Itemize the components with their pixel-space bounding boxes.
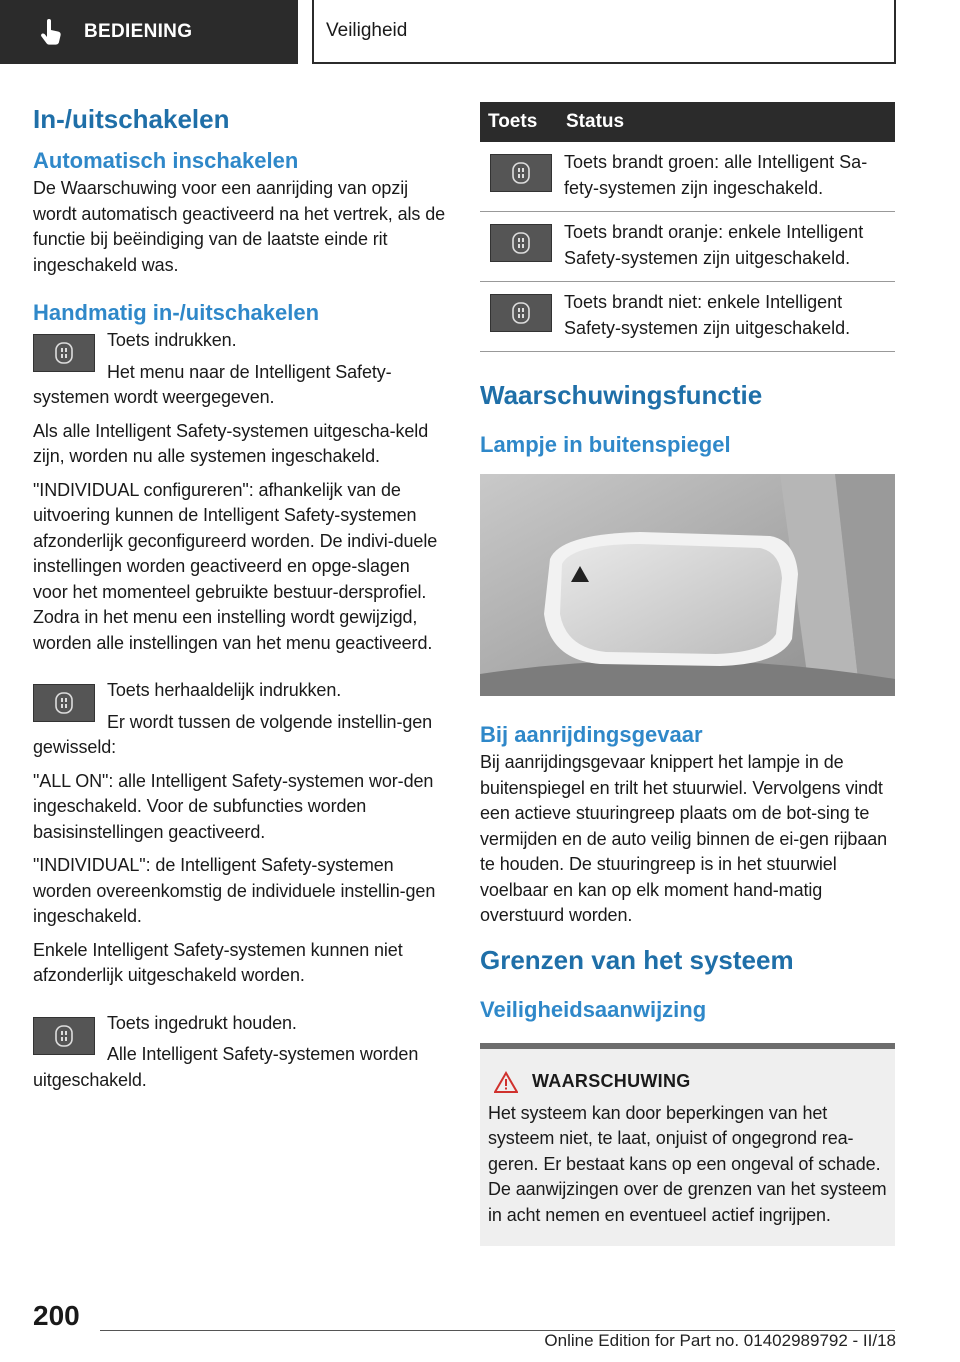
status-cell: Toets brandt oranje: enkele Intelligent Safety-systemen zijn uitgeschakeld. — [558, 212, 895, 282]
intelligent-safety-button-icon — [490, 224, 552, 262]
intelligent-safety-button-icon — [33, 1017, 95, 1055]
heading-collision-danger: Bij aanrijdingsgevaar — [480, 722, 703, 747]
intelligent-safety-button-icon — [33, 334, 95, 372]
auto-on-text: De Waarschuwing voor een aanrijding van opzij wordt automatisch geactiveerd na het vertrek, als de functie bij beëindiging van de laatste einde rit ingeschakeld was. — [33, 178, 446, 275]
heading-auto-on: Automatisch inschakelen — [33, 148, 299, 173]
column-header-key: Toets — [480, 102, 558, 142]
step3-instruction: Toets ingedrukt houden. — [107, 1012, 297, 1033]
warning-text: Het systeem kan door beperkingen van het systeem niet, te laat, onjuist of ongegrond rea-geren. Er bestaat kans op een ongeval of schade. De aanwijzingen over de grenzen van het systeem in acht nemen en eventueel actief ingrijpen. — [488, 1102, 887, 1225]
page-header — [0, 0, 960, 66]
status-cell: Toets brandt groen: alle Intelligent Sa-fety-systemen zijn ingeschakeld. — [558, 142, 895, 212]
paragraph-all-on: "ALL ON": alle Intelligent Safety-systemen wor-den ingeschakeld. Voor de subfuncties worden basisinstellingen geactiveerd. — [33, 770, 434, 842]
chapter-label: BEDIENING — [84, 21, 193, 42]
column-header-status: Status — [558, 102, 895, 142]
intelligent-safety-button-icon — [490, 294, 552, 332]
paragraph-individual-configure: "INDIVIDUAL configureren": afhankelijk van de uitvoering kunnen de Intelligent Safety-systemen afzonderlijk geconfigureerd worden. De indivi-duele instellingen worden geactiveerd en opge-slagen voor het momenteel gebruikte bestuur-dersprofiel. Zodra in het menu een instelling wordt gewijzigd, worden alle instellingen van het menu geactiveerd. — [33, 479, 438, 653]
side-mirror-photo — [480, 474, 895, 696]
step2-instruction: Toets herhaaldelijk indrukken. — [107, 680, 342, 700]
step2-result: Er wordt tussen de volgende instellin-gen gewisseld: — [33, 711, 433, 757]
warning-triangle-icon — [494, 1071, 518, 1093]
paragraph-individual: "INDIVIDUAL": de Intelligent Safety-systemen worden overeenkomstig de individuele instellin-gen ingeschakeld. — [33, 855, 436, 926]
right-column — [480, 102, 895, 1246]
paragraph-not-separately: Enkele Intelligent Safety-systemen kunnen niet afzonderlijk uitgeschakeld worden. — [33, 939, 403, 985]
warning-box — [480, 1043, 895, 1247]
heading-manual-on-off: Handmatig in-/uitschakelen — [33, 300, 320, 325]
step-press-repeatedly — [33, 678, 448, 769]
step1-instruction: Toets indrukken. — [107, 330, 237, 350]
heading-safety-note: Veiligheidsaanwijzing — [480, 996, 707, 1022]
status-cell: Toets brandt niet: enkele Intelligent Safety-systemen zijn uitgeschakeld. — [558, 282, 895, 352]
heading-system-limits: Grenzen van het systeem — [480, 944, 794, 975]
step-press-key — [33, 328, 448, 419]
page-number: 200 — [33, 1300, 80, 1331]
status-table — [480, 102, 895, 352]
table-row — [480, 142, 895, 212]
paragraph-all-off: Als alle Intelligent Safety-systemen uitgescha-keld zijn, worden nu alle systemen ingeschakeld. — [33, 420, 429, 466]
footer-edition: Online Edition for Part no. 01402989792 - II/18 — [544, 1331, 896, 1350]
step3-result: Alle Intelligent Safety-systemen worden uitgeschakeld. — [33, 1044, 419, 1090]
table-header-row — [480, 102, 895, 142]
table-row — [480, 212, 895, 282]
intelligent-safety-button-icon — [33, 684, 95, 722]
step-press-hold — [33, 1011, 448, 1102]
heading-on-off: In-/uitschakelen — [33, 104, 230, 134]
table-row — [480, 282, 895, 352]
step1-result: Het menu naar de Intelligent Safety-systemen wordt weergegeven. — [33, 361, 392, 407]
heading-warning-function: Waarschuwingsfunctie — [480, 380, 763, 410]
intelligent-safety-button-icon — [490, 154, 552, 192]
collision-danger-text: Bij aanrijdingsgevaar knippert het lampje in de buitenspiegel en trilt het stuurwiel. Vervolgens vindt een actieve stuuringreep plaats om de bot-sing te vermijden en de auto veilig binnen de ei-gen rijbaan te houden. De stuuringreep is in het stuurwiel voelbaar en kan op elk moment hand-matig overstuurd worden. — [480, 752, 888, 925]
left-column — [33, 100, 448, 1101]
section-label: Veiligheid — [312, 0, 896, 64]
warning-label: WAARSCHUWING — [532, 1071, 691, 1091]
chapter-tab — [0, 0, 298, 64]
hand-pointer-icon — [40, 19, 62, 45]
heading-mirror-lamp: Lampje in buitenspiegel — [480, 432, 731, 457]
